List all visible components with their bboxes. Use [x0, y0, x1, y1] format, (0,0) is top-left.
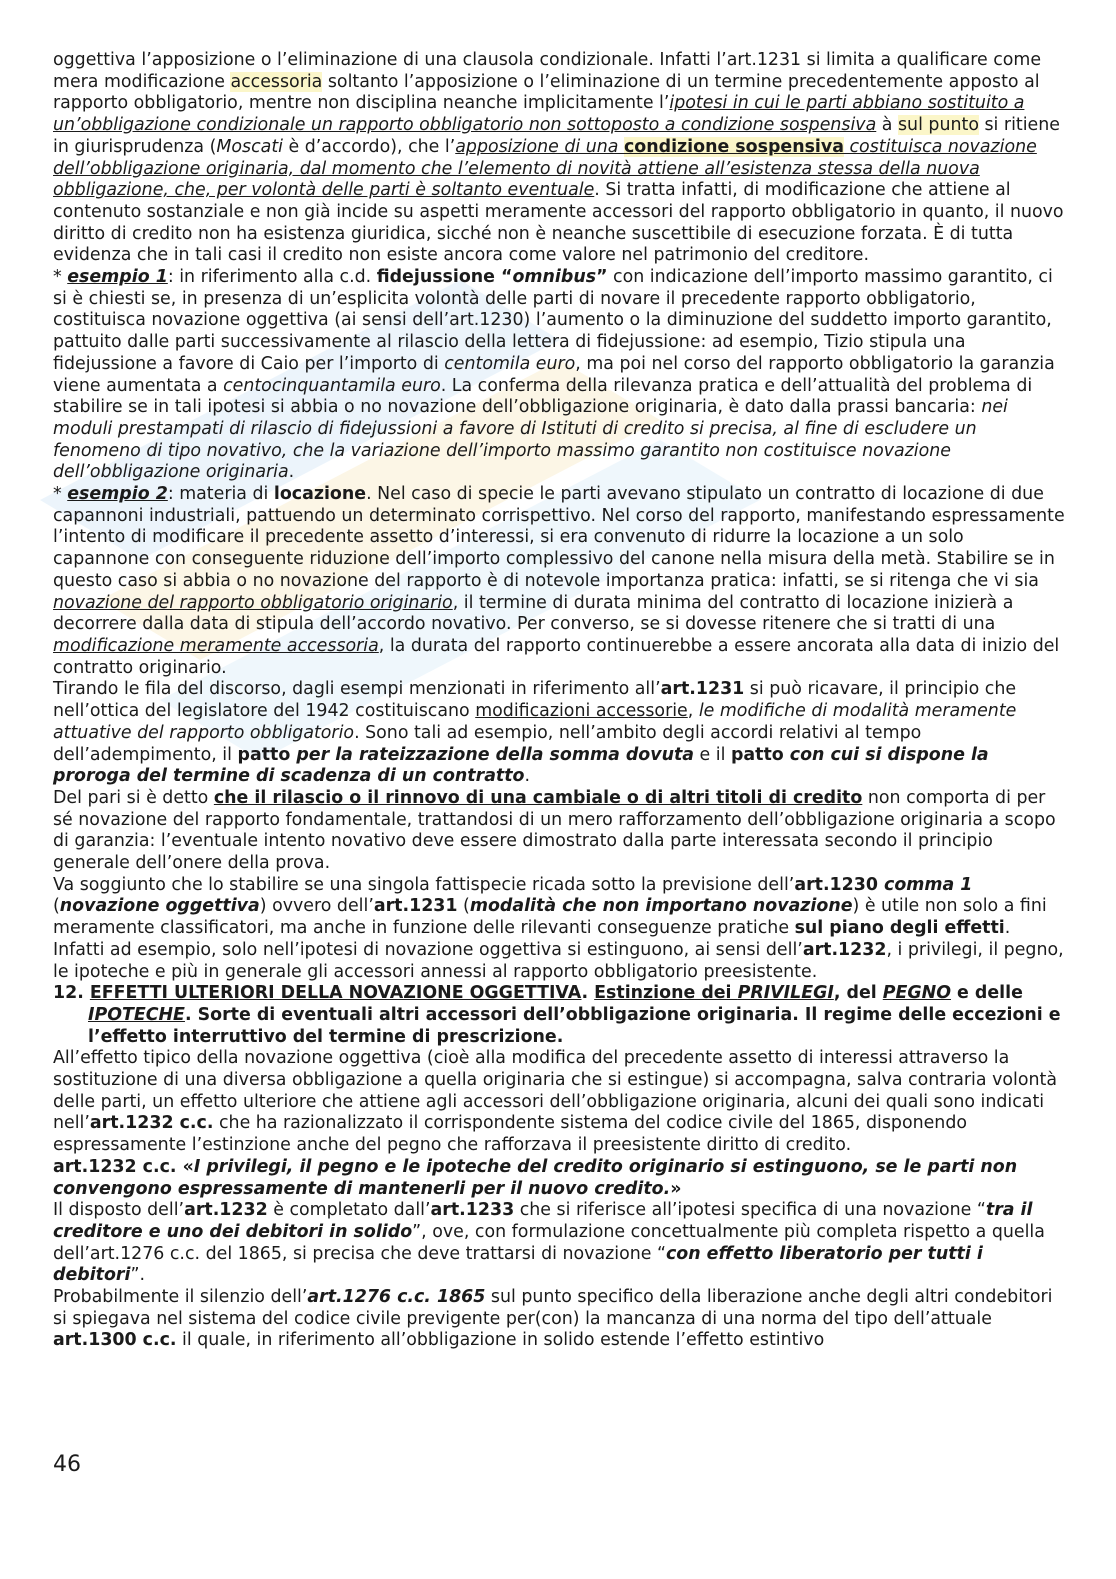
text-run: Va soggiunto che lo stabilire se una singola fattispecie ricada sotto la previsione dell’ [53, 874, 795, 895]
text-run: che ha razionalizzato il corrispondente sistema del codice civile del 1865, disponendo espressamente l’estinzione anche del pegno che rafforzava il preesistente diritto di credito. [53, 1113, 968, 1156]
text-run: » [670, 1178, 682, 1199]
text-run: per la rateizzazione della somma dovuta [296, 744, 695, 765]
text-run: patto [237, 744, 297, 765]
text-run: . [288, 462, 295, 483]
text-run: Probabilmente il silenzio dell’ [53, 1287, 308, 1308]
text-run: locazione [273, 484, 367, 505]
text-run: . Infatti ad esempio, solo nell’ipotesi di novazione oggettiva si estinguono, ai sensi dell’ [53, 918, 1011, 960]
text-run: patto [730, 744, 790, 765]
text-run: art.1232 [184, 1200, 268, 1221]
text-run: PEGNO [882, 983, 951, 1004]
text-run: , il termine di durata minima del contratto di locazione inizierà a decorrere dalla data di stipula dell’accordo novativo. Per converso, se si dovesse ritenere che si tratti di una [53, 592, 1014, 635]
text-run: è completato dall’ [267, 1200, 431, 1221]
text-run: Il disposto dell’ [53, 1200, 185, 1221]
text-run: , i privilegi, il pegno, le ipoteche e più in generale gli accessori annessi al rapporto obbligatorio preesistente. [53, 939, 1064, 982]
text-run: à [876, 115, 898, 136]
text-run: centocinquantamila euro [223, 375, 441, 396]
paragraph-art-1276 [53, 1287, 1065, 1352]
page-number: 46 [53, 1452, 81, 1477]
text-run: fidejussione “ [376, 267, 513, 288]
text-run: con cui si dispone la proroga del termine di scadenza di un contratto [53, 744, 989, 787]
text-run: : in riferimento alla c.d. [167, 267, 377, 288]
text-run: accessoria [230, 71, 323, 92]
text-run: novazione oggettiva [59, 896, 260, 917]
text-run: le modifiche di modalità meramente attuative del rapporto obbligatorio [53, 701, 1017, 743]
text-run: art.1300 c.c. [53, 1330, 177, 1351]
text-run: sul punto specifico della liberazione anche degli altri condebitori si spiegava nel sistema del codice civile previgente per(con) la mancanza di una norma del tipo dell’attuale [53, 1287, 1053, 1329]
text-run: « [176, 1156, 194, 1177]
text-run: 12. [53, 983, 90, 1004]
text-run: : materia di [167, 484, 274, 505]
text-run: Del pari si è detto [53, 787, 214, 808]
text-run: oggettiva l’apposizione o l’eliminazione di una clausola condizionale. Infatti l’art.1231 si limita a qualificare come mera modificazione [53, 50, 1042, 92]
text-run: Moscati [216, 136, 283, 157]
text-run: ” [596, 267, 608, 288]
text-run: . Nel caso di specie le parti avevano stipulato un contratto di locazione di due capannoni industriali, pattuendo un determinato corrispettivo. Nel corso del rapporto, manifestando espressamente l’intento di modificare il precedente assetto d’interessi, si era convenuto di ridurre la locazione a un solo capannone con conseguente riduzione dell’importo complessivo del canone nella misura della metà. Stabilire se in questo caso si abbia o no novazione del rapporto è di notevole importanza pratica: infatti, se si ritenga che vi sia [53, 484, 1065, 591]
text-run: art.1233 [430, 1200, 515, 1221]
text-run: sul piano degli effetti [794, 918, 1005, 939]
paragraph-art-1233 [53, 1200, 1065, 1287]
text-run: art.1232 c.c. [89, 1113, 214, 1134]
text-run: , la durata del rapporto continuerebbe a essere ancorata alla data di inizio del contratto originario. [53, 635, 1060, 678]
paragraph-effetto-ulteriore [53, 1048, 1065, 1157]
text-run: ”. [130, 1265, 145, 1286]
text-run: modificazioni accessorie [475, 701, 688, 722]
text-run: costituisca novazione dell’obbligazione originaria, dal momento che l’elemento di novità attiene all’esistenza stessa della nuova obbligazione, che, per volontà delle parti è soltanto eventuale [53, 136, 1037, 201]
text-run: centomila euro [444, 353, 576, 374]
text-run: ( [457, 896, 470, 917]
text-run: art.1276 c.c. 1865 [307, 1287, 486, 1308]
text-run: , del [833, 983, 883, 1004]
text-run: e delle [951, 983, 1023, 1004]
text-run: nei moduli prestampati di rilascio di fidejussioni a favore di Istituti di credito si precisa, al fine di escludere un fenomeno di tipo novativo, che la variazione dell’importo massimo garantito non costituisce novazione dell’obbligazione originaria [53, 397, 1008, 483]
text-run: non comporta di per sé novazione del rapporto fondamentale, trattandosi di un mero rafforzamento dell’obbligazione originaria a scopo di garanzia: l’eventuale intento novativo deve essere dimostrato dalla parte interessata secondo il principio generale dell’onere della prova. [53, 787, 1056, 874]
text-run: si ritiene in giurisprudenza ( [53, 115, 1060, 157]
text-run: . Sono tali ad esempio, nell’ambito degli accordi relativi al tempo dell’adempimento, il [53, 722, 922, 765]
text-run: è d’accordo), che l’ [282, 136, 456, 157]
text-run: apposizione di una [455, 136, 624, 157]
text-run: ”, ove, con formulazione concettualmente più completa rispetto a quella dell’art.1276 c.c. del 1865, si precisa che deve trattarsi di novazione “ [53, 1221, 1045, 1264]
paragraph-cambiale [53, 788, 1065, 875]
paragraph-modificazioni-accessorie [53, 679, 1065, 788]
text-run: EFFETTI ULTERIORI DELLA NOVAZIONE OGGETTIVA [89, 983, 582, 1004]
text-run: art.1230 [794, 874, 885, 895]
text-run: ) ovvero dell’ [259, 896, 374, 917]
text-run: con effetto liberatorio per tutti i debitori [53, 1243, 983, 1286]
text-run: il quale, in riferimento all’obbligazione in solido estende l’effetto estintivo [176, 1330, 825, 1351]
section-heading-12 [53, 983, 1065, 1048]
text-run: con indicazione dell’importo massimo garantito, ci si è chiesti se, in presenza di un’esplicita volontà delle parti di novare il precedente rapporto obbligatorio, costituisca novazione oggettiva (ai sensi dell’art.1230) l’aumento o la diminuzione del suddetto importo garantito, pattuito dalle parti successivamente al rilascio della lettera di fidejussione: ad esempio, Tizio stipula una fidejussione a favore di Caio per l’importo di [53, 267, 1053, 374]
text-run: . [524, 766, 531, 787]
text-run: ( [53, 896, 60, 917]
text-run: , [687, 701, 699, 722]
text-run: che il rilascio o il rinnovo di una cambiale o di altri titoli di credito [213, 787, 863, 808]
text-run: IPOTECHE [88, 1004, 185, 1025]
text-run: art.1232 [802, 939, 887, 960]
text-run: . Si tratta infatti, di modificazione che attiene al contenuto sostanziale e non già incide su aspetti meramente accessori del rapporto obbligatorio in quanto, il nuovo diritto di credito non ha esistenza giuridica, sicché non è neanche suscettibile di esecuzione forzata. È di tutta evidenza che in tali casi il credito non esiste ancora come valore nel patrimonio del creditore. [53, 180, 1064, 266]
text-run: art.1231 [660, 679, 745, 700]
text-run: omnibus [512, 267, 597, 288]
text-run: e il [694, 744, 731, 765]
text-run: modalità che non importano novazione [469, 896, 853, 917]
text-run: tra il creditore e uno dei debitori in solido [53, 1200, 1033, 1242]
text-run: * [53, 484, 68, 505]
text-run: esempio 2 [67, 484, 168, 505]
text-run: I privilegi, il pegno e le ipoteche del credito originario si estinguono, se le parti non convengono espressamente di mantenerli per il nuovo credito. [53, 1156, 1018, 1199]
body-text [53, 50, 1065, 1352]
text-run: sul punto [897, 115, 979, 136]
text-run: . Sorte di eventuali altri accessori dell’obbligazione originaria. Il regime delle eccezioni e l’effetto interruttivo del termine di prescrizione. [88, 1004, 1061, 1047]
paragraph-effetti [53, 875, 1065, 984]
text-run: Estinzione dei [594, 983, 738, 1004]
text-run: PRIVILEGI [737, 983, 834, 1004]
text-run: soltanto l’apposizione o l’eliminazione di un termine precedentemente apposto al rapporto obbligatorio, mentre non disciplina neanche implicitamente l’ [53, 71, 1040, 114]
text-run: che si riferisce all’ipotesi specifica di una novazione “ [514, 1200, 986, 1221]
text-run: . La conferma della rilevanza pratica e dell’attualità del problema di stabilire se in tali ipotesi si abbia o no novazione dell’obbligazione originaria, è dato dalla prassi bancaria: [53, 375, 1033, 418]
text-run: esempio 1 [67, 267, 168, 288]
text-run: modificazione meramente accessoria [53, 635, 379, 656]
text-run: art.1231 [373, 896, 458, 917]
text-run: . [581, 983, 595, 1004]
text-run: All’effetto tipico della novazione oggettiva (cioè alla modifica del precedente assetto di interessi attraverso la sostituzione di una diversa obbligazione a quella originaria che si estingue) si accompagna, salva contraria volontà delle parti, un effetto ulteriore che attiene agli accessori dell’obbligazione originaria, alcuni dei quali sono indicati nell’ [53, 1048, 1057, 1134]
text-run: novazione del rapporto obbligatorio originario [53, 592, 453, 613]
paragraph-esempio-1 [53, 267, 1065, 484]
paragraph-esempio-2 [53, 484, 1065, 679]
text-run: ) è utile non solo a fini meramente classificatori, ma anche in funzione delle rilevanti conseguenze pratiche [53, 896, 1047, 939]
quote-art-1232 [53, 1157, 1065, 1200]
text-run: si può ricavare, il principio che nell’ottica del legislatore del 1942 costituiscano [53, 679, 1017, 722]
text-run: comma 1 [884, 874, 973, 895]
text-run: ipotesi in cui le parti abbiano sostituito a un’obbligazione condizionale un rapporto obbligatorio non sottoposto a condizione sospensiva [53, 93, 1025, 136]
text-run: condizione sospensiva [624, 136, 844, 157]
paragraph-condizione [53, 50, 1065, 267]
text-run: art.1232 c.c. [53, 1156, 177, 1177]
text-run: , ma poi nel corso del rapporto obbligatorio la garanzia viene aumentata a [53, 353, 1055, 396]
text-run: * [53, 267, 68, 288]
text-run: Tirando le fila del discorso, dagli esempi menzionati in riferimento all’ [53, 679, 661, 700]
